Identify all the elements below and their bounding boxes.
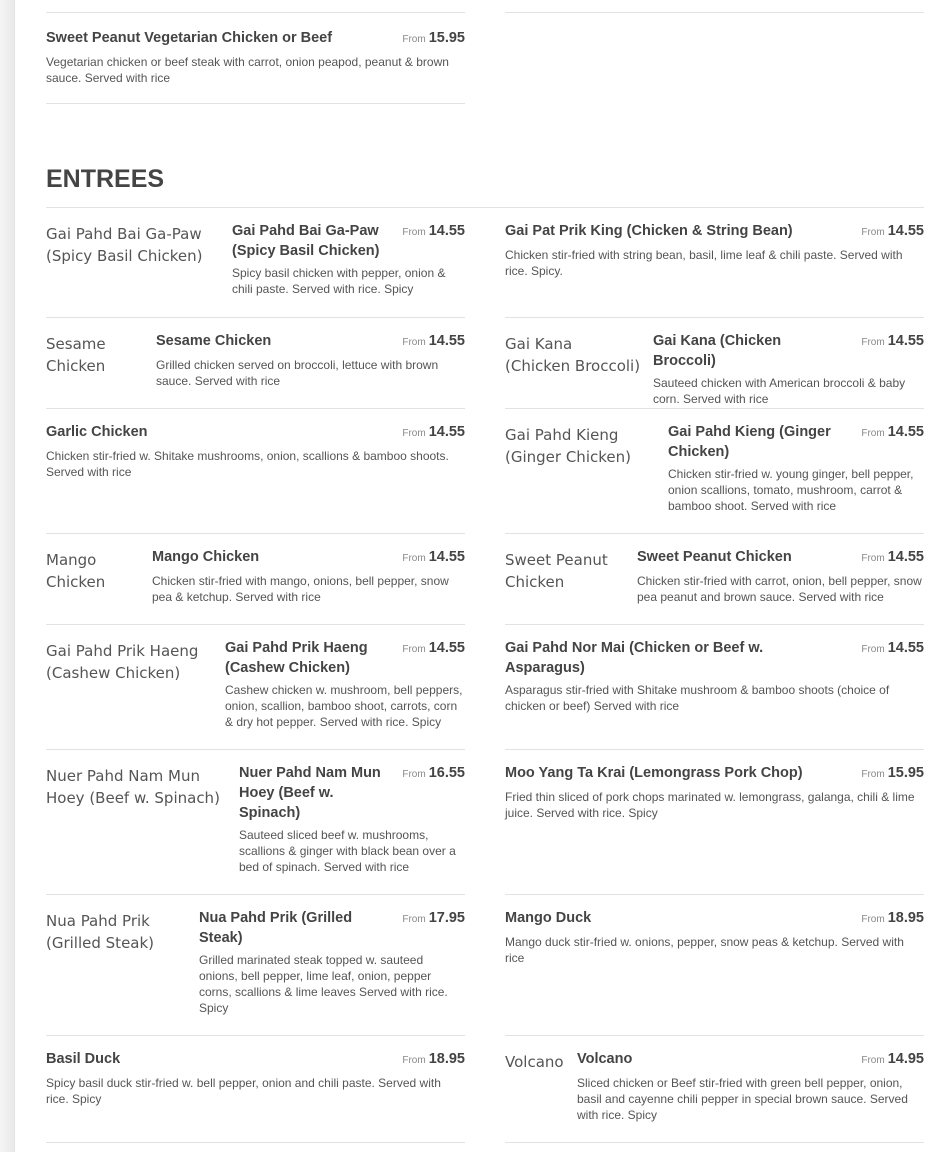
from-label: From [402,769,426,780]
item-price [861,547,924,569]
price-value: 14.55 [887,549,924,565]
item-price [861,1049,924,1071]
item-description: Chicken stir-fried w. Shitake mushrooms, onion, scallions & bamboo shoots. Served with rice [46,449,449,479]
menu-item[interactable] [46,409,465,534]
price-value: 14.55 [887,640,924,656]
price-value: 16.55 [428,765,465,781]
item-description: Grilled chicken served on broccoli, lettuce with brown sauce. Served with rice [156,358,439,388]
item-description: Chicken stir-fried with string bean, basil, lime leaf & chili paste. Served with rice. Spicy. [505,248,903,278]
price-value: 18.95 [428,1051,465,1067]
from-label: From [861,337,885,348]
item-title: Mango Duck [505,910,592,926]
price-value: 14.55 [428,549,465,565]
from-label: From [861,644,885,655]
menu-item[interactable] [46,1036,465,1143]
from-label: From [402,1055,426,1066]
price-value: 14.55 [428,424,465,440]
item-title: Gai Pahd Kieng (Ginger Chicken) [668,424,831,460]
section-title-entrees: ENTREES [46,164,924,208]
item-description: Chicken stir-fried with carrot, onion, bell pepper, snow pea peanut and brown sauce. Served with rice [637,574,922,604]
item-title: Nua Pahd Prik (Grilled Steak) [199,910,353,946]
item-title: Gai Pahd Prik Haeng (Cashew Chicken) [225,640,368,676]
empty-cell [505,13,924,104]
menu-item[interactable] [505,895,924,1036]
item-title: Gai Pat Prik King (Chicken & String Bean) [505,223,793,239]
from-label: From [861,769,885,780]
item-image[interactable]: Gai Kana (Chicken Broccoli) [505,335,641,375]
price-value: 17.95 [428,910,465,926]
item-title: Gai Pahd Bai Ga-Paw (Spicy Basil Chicken) [232,223,380,259]
item-description: Mango duck stir-fried w. onions, pepper, snow peas & ketchup. Served with rice [505,935,904,965]
item-description: Grilled marinated steak topped w. sauteed onions, bell pepper, lime leaf, onion, pepper corns, scallions & lime leaves Served with rice. Spicy [199,953,448,1015]
price-value: 14.55 [428,223,465,239]
item-price [861,638,924,660]
item-title: Volcano [577,1051,633,1067]
item-price [861,331,924,353]
menu-item[interactable] [505,534,924,625]
from-label: From [861,914,885,925]
item-title: Sweet Peanut Vegetarian Chicken or Beef [46,30,333,46]
item-price [861,422,924,444]
item-description: Cashew chicken w. mushroom, bell peppers, onion, scallion, bamboo shoot, carrots, corn & dry hot pepper. Served with rice. Spicy [225,683,463,729]
from-label: From [402,428,426,439]
menu-item[interactable] [46,318,465,409]
price-value: 14.55 [428,640,465,656]
item-description: Asparagus stir-fried with Shitake mushroom & bamboo shoots (choice of chicken or beef) Served with rice [505,683,890,713]
item-image[interactable]: Sesame Chicken [46,335,106,375]
menu-item[interactable] [46,534,465,625]
item-image[interactable]: Gai Pahd Prik Haeng (Cashew Chicken) [46,642,199,682]
menu-content [46,0,924,1143]
from-label: From [402,644,426,655]
item-description: Vegetarian chicken or beef steak with carrot, onion peapod, peanut & brown sauce. Served with rice [46,55,449,85]
item-image[interactable]: Volcano [505,1053,564,1071]
item-title: Nuer Pahd Nam Mun Hoey (Beef w. Spinach) [239,765,381,821]
from-label: From [402,914,426,925]
item-price [402,331,465,353]
from-label: From [861,553,885,564]
item-image[interactable]: Nua Pahd Prik (Grilled Steak) [46,912,155,952]
item-price [402,547,465,569]
item-title: Sesame Chicken [156,333,272,349]
item-image[interactable]: Gai Pahd Kieng (Ginger Chicken) [505,426,631,466]
item-price [402,1049,465,1071]
item-price [402,221,465,243]
item-price [402,908,465,930]
item-description: Sauteed chicken with American broccoli & baby corn. Served with rice [653,376,906,406]
item-price [402,422,465,444]
item-price [861,908,924,930]
item-image[interactable]: Nuer Pahd Nam Mun Hoey (Beef w. Spinach) [46,767,220,807]
divider [46,0,465,13]
price-value: 14.55 [428,333,465,349]
item-image[interactable]: Mango Chicken [46,551,106,591]
menu-item[interactable] [505,1036,924,1143]
menu-item[interactable] [505,318,924,409]
item-price [402,638,465,660]
item-image[interactable]: Sweet Peanut Chicken [505,551,608,591]
item-title: Gai Kana (Chicken Broccoli) [653,333,782,369]
price-value: 15.95 [428,30,465,46]
divider [505,0,924,13]
menu-item[interactable] [46,895,465,1036]
from-label: From [402,227,426,238]
price-value: 15.95 [887,765,924,781]
previous-section-items [46,13,924,104]
from-label: From [402,337,426,348]
from-label: From [861,428,885,439]
item-price [861,221,924,243]
item-description: Sauteed sliced beef w. mushrooms, scallions & ginger with black bean over a bed of spinach. Served with rice [239,828,456,874]
price-value: 18.95 [887,910,924,926]
from-label: From [861,227,885,238]
menu-item[interactable] [505,208,924,318]
price-value: 14.55 [887,223,924,239]
entrees-grid [46,208,924,1143]
menu-item[interactable] [505,625,924,750]
price-value: 14.55 [887,333,924,349]
item-price [402,28,465,50]
menu-item[interactable] [46,625,465,750]
menu-item[interactable] [505,750,924,895]
top-lines [46,0,924,13]
menu-item[interactable] [46,13,465,104]
item-description: Sliced chicken or Beef stir-fried with green bell pepper, onion, basil and cayenne chili pepper in special brown sauce. Served with rice. Spicy [577,1076,908,1122]
item-title: Mango Chicken [152,549,260,565]
item-price [861,763,924,785]
item-title: Gai Pahd Nor Mai (Chicken or Beef w. Asparagus) [505,640,764,676]
item-price [402,763,465,785]
item-title: Basil Duck [46,1051,121,1067]
price-value: 14.95 [887,1051,924,1067]
from-label: From [861,1055,885,1066]
item-image[interactable]: Gai Pahd Bai Ga-Paw (Spicy Basil Chicken) [46,225,203,265]
menu-item[interactable] [505,409,924,534]
page-shadow [0,0,15,1152]
from-label: From [402,553,426,564]
item-description: Fried thin sliced of pork chops marinated w. lemongrass, galanga, chili & lime juice. Served with rice. Spicy [505,790,915,820]
item-description: Chicken stir-fried w. young ginger, bell pepper, onion scallions, tomato, mushroom, carrot & bamboo shoot. Served with rice [668,467,914,513]
from-label: From [402,34,426,45]
item-title: Moo Yang Ta Krai (Lemongrass Pork Chop) [505,765,803,781]
item-description: Chicken stir-fried with mango, onions, bell pepper, snow pea & ketchup. Served with rice [152,574,449,604]
price-value: 14.55 [887,424,924,440]
item-title: Sweet Peanut Chicken [637,549,792,565]
item-title: Garlic Chicken [46,424,148,440]
menu-item[interactable] [46,750,465,895]
menu-item[interactable] [46,208,465,318]
item-description: Spicy basil duck stir-fried w. bell pepper, onion and chili paste. Served with rice. Spicy [46,1076,441,1106]
item-description: Spicy basil chicken with pepper, onion & chili paste. Served with rice. Spicy [232,266,446,296]
